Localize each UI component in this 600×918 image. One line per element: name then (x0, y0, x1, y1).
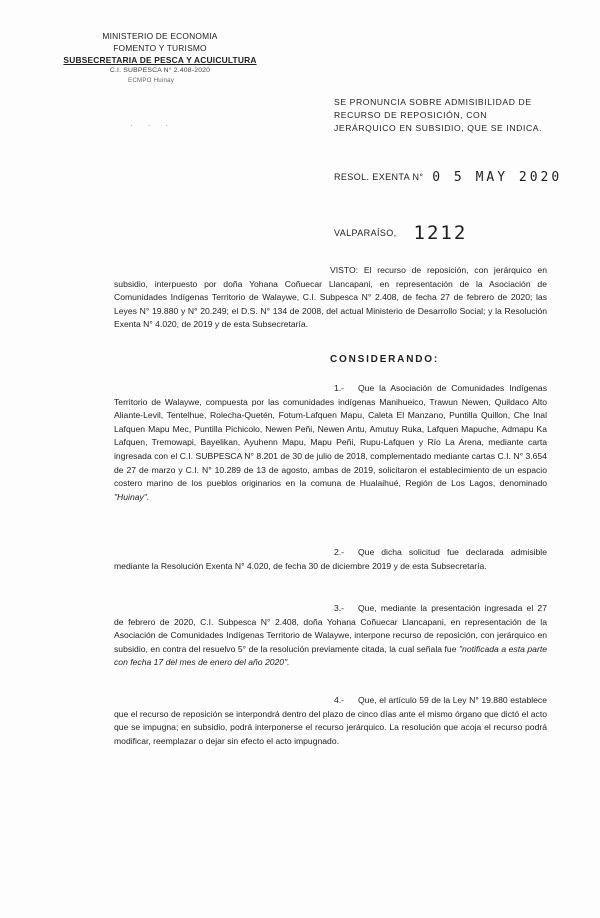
place-line (334, 222, 467, 244)
considerando-heading: CONSIDERANDO: (330, 354, 439, 365)
considerando-number: 1.- (334, 383, 345, 393)
considerando-number: 3.- (334, 603, 345, 613)
resolution-number-stamp: 1212 (413, 222, 468, 244)
considerando-number: 2.- (334, 547, 345, 557)
considerando-number: 4.- (334, 695, 345, 705)
visto-text: El recurso de reposición, con jerárquico en subsidio, interpuesto por doña Yohana Coñuecar Llancapani, en representación de la Asociación de Comunidades Indígenas Territorio de Walaywe, C.I. Subpesca N° 2.408, de fecha 27 de febrero de 2020; las Leyes N° 19.880 y N° 20.249; el D.S. N° 134 de 2008, del actual Ministerio de Desarrollo Social; y la Resolución Exenta N° 4.020, de 2019 y de esta Subsecretaría. (114, 265, 547, 330)
considerando-1 (114, 382, 547, 504)
ministry-subtitle: FOMENTO Y TURISMO (113, 43, 207, 53)
visto-lead: VISTO: (330, 265, 359, 275)
considerando-emphasis: "notificada a esta parte con fecha 17 del mes de enero del año 2020". (114, 643, 547, 668)
considerando-text: Que, mediante la presentación ingresada el 27 de febrero de 2020, C.I. Subpesca N° 2.408, doña Yohana Coñuecar Llancapani, en representación de la Asociación de Comunidades Indígenas Territorio de Walaywe, interpone recurso de reposición, con jerárquico en subsidio, en contra del resuelvo 5° de la resolución previamente citada, la cual señala fue (114, 603, 547, 654)
ministry-name: MINISTERIO DE ECONOMIA (102, 31, 218, 41)
file-reference: C.I. SUBPESCA N° 2.408-2020 (109, 67, 211, 74)
considerando-3 (114, 602, 547, 670)
scan-noise: · · · (130, 120, 174, 130)
considerando-text: Que la Asociación de Comunidades Indígenas Territorio de Walaywe, compuesta por las comunidades indígenas Manihueico, Trawun Newen, Quildaco Alto Aliante-Levil, Tentelhue, Rolecha-Quetén, Fotum-Lafquen Mapu, Caleta El Manzano, Puntilla Quillon, Che Inal Lafquen Mapu Mec, Puntilla Pichicolo, Newen Peñi, Newen Antu, Amutuy Ruka, Lafquen Mapuche, Admapu Ka Lafquen, Tremowapi, Bayelikan, Ayuhenn Mapu, Mapu Peñi, Rupu-Lafquen y Río La Arena, mediante carta ingresada con el C.I. SUBPESCA N° 8.201 de 30 de julio de 2018, complementado mediante cartas C.I. N° 3.654 de 27 de marzo y C.I. N° 10.289 de 13 de agosto, ambas de 2019, solicitaron el establecimiento de un espacio costero marino de los pueblos originarios en la comuna de Hualaihué, Región de Los Lagos, denominado (114, 383, 547, 489)
considerando-text: Que dicha solicitud fue declarada admisible mediante la Resolución Exenta N° 4.020, de fecha 30 de diciembre 2019 y de esta Subsecretaría. (114, 547, 547, 571)
place-city: VALPARAÍSO, (334, 228, 397, 238)
resolution-label: RESOL. EXENTA N° (334, 172, 424, 182)
resolution-date-stamp: 0 5 MAY 2020 (432, 170, 563, 185)
undersecretariat-name: SUBSECRETARIA DE PESCA Y ACUICULTURA (63, 55, 257, 65)
file-subreference: ECMPO Huinay (128, 77, 175, 84)
considerando-emphasis: "Huinay". (114, 491, 150, 502)
ministry-header (60, 30, 260, 85)
document-subject: SE PRONUNCIA SOBRE ADMISIBILIDAD DE RECURSO DE REPOSICIÓN, CON JERÁRQUICO EN SUBSIDIO, QUE SE INDICA. (334, 97, 543, 133)
visto-paragraph (114, 264, 547, 332)
considerando-2 (114, 546, 547, 573)
resolution-line (334, 170, 562, 185)
considerando-text: Que, el artículo 59 de la Ley N° 19.880 establece que el recurso de reposición se interpondrá dentro del plazo de cinco días ante el mismo órgano que dictó el acto que se impugna; en subsidio, podrá interponerse el recurso jerárquico. La resolución que acoja el recurso podrá modificar, reemplazar o dejar sin efecto el acto impugnado. (114, 695, 547, 746)
considerando-4 (114, 694, 547, 748)
